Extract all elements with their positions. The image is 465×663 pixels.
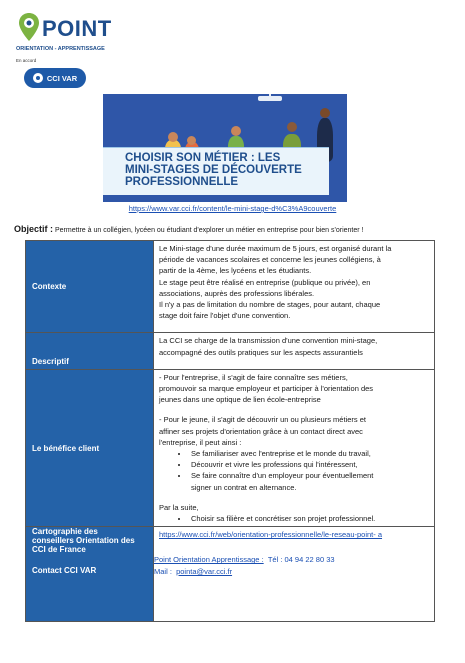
text-line: La CCI se charge de la transmission d'une convention mini-stage,	[159, 336, 378, 346]
point-logo	[14, 8, 134, 84]
list-item-text: Se faire connaître d'un employeur pour éventuellement	[191, 471, 374, 481]
text-line: - Pour l'entreprise, il s'agit de faire connaître ses métiers,	[159, 372, 348, 382]
worker-head	[231, 126, 241, 136]
text-line: promouvoir sa marque employeur et participer à l'orientation des	[159, 384, 374, 394]
lamp-shade	[258, 96, 282, 101]
contact-line	[154, 554, 429, 565]
text-line: Par la suite,	[159, 502, 199, 512]
list-item: • Se familiariser avec l'entreprise et le monde du travail,	[189, 448, 429, 459]
label-contexte: Contexte	[26, 241, 154, 333]
text-line: période de vacances scolaires et concerne les jeunes collégiens, à	[159, 255, 381, 265]
label-line: conseillers Orientation des	[32, 536, 135, 546]
suite-bullets	[159, 513, 429, 524]
row-descriptif	[26, 333, 435, 369]
text-line: Le Mini-stage d'une durée maximum de 5 jours, est organisé durant la	[159, 244, 392, 253]
label-line: CCI de France	[32, 545, 86, 555]
value-contexte	[154, 241, 435, 333]
objectif-label: Objectif :	[14, 224, 54, 234]
value-benefice	[154, 369, 435, 526]
worker-head	[168, 132, 178, 142]
cci-badge-label: CCI VAR	[46, 73, 78, 83]
banner-title-line: PROFESSIONNELLE	[125, 176, 239, 188]
contact-tel: Tél : 04 94 22 80 33	[267, 555, 335, 565]
row-benefice	[26, 369, 435, 526]
text-line: accompagné des outils pratiques sur les aspects assurantiels	[159, 347, 363, 357]
cci-var-badge	[24, 68, 86, 88]
logo-brand: POINT	[42, 16, 112, 41]
text-line: partir de la 4ème, les lycéens et les étudiants.	[159, 266, 312, 276]
logo-subtitle: ORIENTATION - APPRENTISSAGE	[16, 46, 105, 52]
text-line: - Pour le jeune, il s'agit de découvrir un ou plusieurs métiers et	[159, 415, 366, 425]
text-line: jeunes dans une optique de lien école-entreprise	[159, 395, 321, 405]
info-table	[25, 240, 435, 622]
worker-head	[287, 122, 297, 132]
banner-title-line: MINI-STAGES DE DÉCOUVERTE	[125, 164, 302, 176]
row-contexte	[26, 241, 435, 333]
banner-title	[103, 147, 329, 195]
text-line: associations, auprès des professions libérales.	[159, 288, 315, 298]
logo-avec: En accord	[16, 58, 37, 63]
text-line: Le stage peut être réalisé en entreprise (publique ou privée), en	[159, 277, 371, 287]
row-cartographie	[26, 527, 435, 622]
value-descriptif	[154, 333, 435, 369]
label-contact: Contact CCI VAR	[32, 566, 97, 576]
mini-stage-link[interactable]: https://www.var.cci.fr/content/le-mini-stage-d%C3%A9couverte	[128, 204, 337, 213]
cci-logo-icon	[33, 73, 43, 83]
mail-line	[154, 566, 429, 577]
list-item: • Découvrir et vivre les professions qui l'intéressent,	[189, 459, 429, 470]
objectif-line	[14, 224, 364, 234]
label-benefice: Le bénéfice client	[26, 369, 154, 526]
text-line: l'entreprise, il peut ainsi :	[159, 437, 242, 447]
worker-head	[320, 108, 330, 118]
label-cartographie	[26, 527, 154, 622]
reseau-point-link[interactable]: https://www.cci.fr/web/orientation-professionnelle/le-reseau-point- a	[159, 530, 383, 540]
contact-name[interactable]: Point Orientation Apprentissage :	[154, 555, 264, 565]
benefice-bullets	[159, 448, 429, 493]
banner-title-line: CHOISIR SON MÉTIER : LES	[125, 152, 281, 164]
mail-label: Mail :	[154, 566, 172, 576]
text-line: Il n'y a pas de limitation du nombre de stages, pour autant, chaque	[159, 300, 381, 310]
objectif-text: Permettre à un collégien, lycéen ou étudiant d'explorer un métier en entreprise pour bien s'orienter !	[54, 227, 364, 234]
list-item-text: signer un contrat en alternance.	[191, 482, 297, 492]
label-descriptif: Descriptif	[26, 333, 154, 369]
location-pin-icon	[18, 12, 40, 42]
list-item	[189, 470, 429, 492]
text-line: stage doit faire l'objet d'une convention.	[159, 311, 291, 321]
banner-illustration	[103, 94, 347, 202]
mail-link[interactable]: pointa@var.cci.fr	[176, 566, 233, 576]
list-item: • Choisir sa filière et concrétiser son projet professionnel.	[189, 513, 429, 524]
worker-head	[187, 136, 196, 145]
text-line: affiner ses projets d'orientation grâce à un contact direct avec	[159, 426, 363, 436]
value-cartographie	[154, 527, 435, 622]
label-line: Cartographie des	[32, 527, 98, 537]
